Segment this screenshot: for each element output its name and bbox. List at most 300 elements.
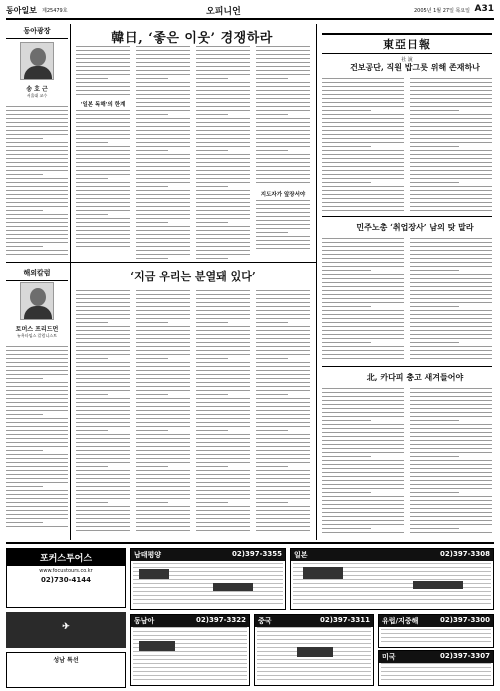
text-line (6, 394, 68, 395)
text-line (256, 382, 310, 383)
text-line (256, 306, 310, 307)
text-line (410, 210, 492, 211)
ad-phone: 02)397-3307 (440, 652, 490, 660)
text-line (6, 426, 68, 427)
text-line (322, 314, 404, 315)
text-line (196, 474, 250, 475)
text-line (410, 270, 459, 271)
text-line (196, 102, 250, 103)
text-line (410, 266, 492, 267)
text-line (322, 310, 404, 311)
text-line (256, 526, 310, 527)
text-line (410, 86, 492, 87)
text-line (76, 186, 130, 187)
text-line (136, 202, 190, 203)
text-line (76, 62, 130, 63)
text-line (196, 154, 250, 155)
text-line (256, 442, 310, 443)
text-line (322, 266, 404, 267)
text-line (196, 202, 250, 203)
text-line (256, 106, 310, 107)
text-line (6, 250, 68, 251)
text-line (410, 460, 492, 461)
text-line (196, 410, 250, 411)
text-line (196, 298, 250, 299)
text-line (196, 310, 250, 311)
text-line (76, 130, 130, 131)
text-line (322, 354, 404, 355)
text-line (136, 158, 190, 159)
text-line (196, 138, 250, 139)
text-line (136, 130, 190, 131)
text-line (6, 118, 68, 119)
text-line (322, 150, 404, 151)
text-line (6, 138, 43, 139)
text-line (6, 358, 68, 359)
text-line (6, 422, 68, 423)
text-line (322, 154, 404, 155)
text-line (196, 414, 250, 415)
text-line (256, 514, 310, 515)
text-line (256, 200, 310, 201)
text-line (76, 294, 130, 295)
text-line (136, 370, 190, 371)
text-line (256, 90, 310, 91)
ad-box (378, 614, 494, 648)
face-shape (30, 48, 46, 66)
text-line (196, 490, 250, 491)
text-line (256, 110, 310, 111)
column-heading: 해외칼럼 (6, 268, 68, 281)
text-line (196, 530, 250, 531)
text-line (256, 490, 310, 491)
text-line (322, 194, 404, 195)
text-line (256, 248, 310, 249)
author-name: 토머스 프리드먼 (15, 326, 59, 333)
text-line (76, 386, 130, 387)
text-line (6, 378, 43, 379)
text-line (322, 350, 404, 351)
text-line (136, 422, 190, 423)
text-line (136, 482, 190, 483)
ad-box-header (379, 615, 493, 627)
text-line (6, 106, 68, 107)
editorial-title: 민주노총 ‘취업장사’ 남의 탓 말라 (356, 222, 474, 232)
text-line (196, 146, 250, 147)
text-line (256, 240, 310, 241)
text-line (6, 466, 68, 467)
text-line (6, 470, 68, 471)
text-line (256, 212, 310, 213)
text-line (76, 318, 130, 319)
text-line (76, 530, 130, 531)
text-line (256, 350, 310, 351)
text-line (196, 478, 250, 479)
text-line (6, 406, 68, 407)
text-line (256, 204, 310, 205)
body-text (410, 78, 492, 214)
text-line (76, 482, 130, 483)
text-line (410, 138, 492, 139)
text-line (136, 142, 190, 143)
text-line (322, 278, 404, 279)
text-line (76, 518, 130, 519)
text-line (196, 526, 250, 527)
text-line (136, 366, 190, 367)
text-line (410, 334, 492, 335)
text-line (6, 370, 68, 371)
text-line (322, 460, 404, 461)
text-line (76, 390, 130, 391)
text-line (410, 330, 492, 331)
text-line (196, 70, 250, 71)
text-line (76, 398, 130, 399)
text-line (322, 186, 404, 187)
text-line (6, 130, 68, 131)
text-line (410, 126, 492, 127)
text-line (196, 170, 250, 171)
text-line (76, 422, 130, 423)
text-line (76, 478, 130, 479)
text-line (410, 146, 459, 147)
text-line (6, 134, 68, 135)
ad-region: 유럽/지중해 (382, 617, 419, 625)
text-line (410, 170, 492, 171)
text-line (6, 162, 68, 163)
text-line (136, 426, 190, 427)
text-line (322, 206, 404, 207)
text-line (6, 146, 68, 147)
text-line (136, 362, 190, 363)
text-line (196, 246, 250, 247)
text-line (256, 430, 288, 431)
text-line (136, 186, 168, 187)
text-line (322, 118, 404, 119)
text-line (76, 462, 130, 463)
text-line (196, 242, 250, 243)
text-line (136, 350, 190, 351)
text-line (76, 514, 130, 515)
text-line (256, 522, 310, 523)
text-line (322, 238, 404, 239)
text-line (196, 106, 250, 107)
text-line (322, 468, 404, 469)
text-line (410, 500, 492, 501)
text-line (76, 314, 130, 315)
text-line (196, 442, 250, 443)
ad-box (378, 650, 494, 686)
edition-number: 제25479호 (42, 8, 68, 14)
text-line (322, 524, 404, 525)
text-line (76, 458, 130, 459)
text-line (410, 354, 492, 355)
text-line (256, 166, 310, 167)
ad-phone: 02)397-3311 (320, 616, 370, 624)
text-line (196, 98, 250, 99)
text-line (256, 438, 310, 439)
text-line (256, 358, 288, 359)
text-line (410, 158, 492, 159)
text-line (322, 130, 404, 131)
text-line (76, 70, 130, 71)
ad-image-banner: ✈ (6, 612, 126, 648)
text-line (136, 246, 190, 247)
text-line (196, 94, 250, 95)
text-line (256, 146, 310, 147)
text-line (256, 298, 310, 299)
text-line (6, 494, 68, 495)
text-line (76, 430, 108, 431)
text-line (256, 74, 310, 75)
text-line (136, 118, 190, 119)
text-line (136, 506, 190, 507)
page-header (6, 4, 494, 20)
text-line (410, 282, 492, 283)
text-line (322, 520, 404, 521)
ad-bottom-title: 성남 특선 (53, 657, 79, 664)
text-line (136, 470, 190, 471)
text-line (6, 226, 68, 227)
text-line (410, 82, 492, 83)
text-line (76, 154, 130, 155)
text-line (410, 342, 459, 343)
text-line (6, 354, 68, 355)
text-line (322, 342, 371, 343)
text-line (196, 86, 250, 87)
text-line (322, 290, 404, 291)
text-line (256, 426, 310, 427)
text-line (76, 218, 130, 219)
text-line (256, 370, 310, 371)
text-line (136, 102, 190, 103)
text-line (410, 274, 492, 275)
text-line (76, 126, 130, 127)
text-line (410, 162, 492, 163)
text-line (196, 46, 250, 47)
body-text (322, 388, 404, 536)
text-line (6, 398, 68, 399)
text-line (256, 318, 310, 319)
text-line (6, 490, 68, 491)
text-line (322, 94, 404, 95)
text-line (76, 410, 130, 411)
text-line (76, 346, 130, 347)
text-line (410, 154, 492, 155)
text-line (410, 464, 492, 465)
text-line (322, 400, 404, 401)
text-line (322, 358, 404, 359)
face-shape (30, 288, 46, 306)
text-line (76, 338, 130, 339)
text-line (136, 502, 168, 503)
text-line (322, 440, 404, 441)
text-line (196, 230, 250, 231)
text-line (256, 138, 310, 139)
text-line (136, 58, 190, 59)
text-line (136, 254, 190, 255)
text-line (322, 166, 404, 167)
text-line (136, 210, 190, 211)
text-line (6, 174, 43, 175)
text-line (410, 238, 492, 239)
text-line (6, 222, 68, 223)
text-line (76, 494, 130, 495)
text-line (322, 114, 404, 115)
text-line (76, 330, 130, 331)
text-line (136, 334, 190, 335)
text-line (136, 178, 190, 179)
text-line (196, 358, 228, 359)
text-line (196, 54, 250, 55)
text-line (410, 480, 492, 481)
travel-agency-ad[interactable] (6, 548, 126, 608)
text-line (76, 66, 130, 67)
text-line (256, 406, 310, 407)
text-line (136, 358, 168, 359)
text-line (410, 118, 492, 119)
text-line (76, 74, 130, 75)
text-line (6, 178, 68, 179)
text-line (322, 286, 404, 287)
text-line (136, 306, 190, 307)
text-line (256, 454, 310, 455)
text-line (76, 210, 130, 211)
text-line (136, 106, 190, 107)
text-line (196, 422, 250, 423)
text-line (256, 310, 310, 311)
text-line (196, 78, 228, 79)
ad-box (130, 548, 286, 610)
text-line (410, 278, 492, 279)
text-line (136, 486, 190, 487)
column-divider (70, 24, 71, 540)
text-line (76, 454, 130, 455)
text-line (76, 206, 130, 207)
text-line (256, 458, 310, 459)
text-line (410, 472, 492, 473)
text-line (6, 218, 68, 219)
text-line (256, 98, 310, 99)
text-line (136, 442, 190, 443)
body-text (322, 78, 404, 214)
text-line (6, 366, 68, 367)
text-line (322, 388, 404, 389)
text-line (136, 446, 190, 447)
text-line (76, 170, 130, 171)
text-line (410, 246, 492, 247)
text-line (322, 262, 404, 263)
text-line (136, 322, 168, 323)
text-line (136, 394, 168, 395)
text-line (410, 392, 492, 393)
text-line (136, 298, 190, 299)
text-line (76, 58, 130, 59)
text-line (76, 50, 130, 51)
text-line (136, 522, 190, 523)
text-line (256, 478, 310, 479)
author-photo (20, 42, 54, 80)
text-line (410, 314, 492, 315)
text-line (136, 326, 190, 327)
text-line (196, 418, 250, 419)
column-overseas (6, 268, 68, 538)
text-line (136, 174, 190, 175)
editorial-label: 社 說 (401, 57, 413, 63)
text-line (410, 310, 492, 311)
text-line (136, 226, 190, 227)
text-line (410, 262, 492, 263)
text-line (6, 438, 68, 439)
text-line (410, 94, 492, 95)
body-text (410, 388, 492, 536)
text-line (6, 502, 68, 503)
text-line (196, 206, 250, 207)
text-line (256, 208, 310, 209)
text-line (322, 528, 371, 529)
text-line (196, 522, 250, 523)
text-line (322, 500, 404, 501)
divider (322, 366, 492, 367)
text-line (136, 454, 190, 455)
text-line (410, 90, 492, 91)
text-line (136, 462, 190, 463)
text-line (256, 530, 310, 531)
text-line (136, 90, 190, 91)
text-line (322, 492, 371, 493)
text-line (6, 346, 68, 347)
text-line (256, 50, 310, 51)
text-line (256, 122, 310, 123)
text-line (256, 220, 310, 221)
text-line (256, 86, 310, 87)
body-text (256, 200, 310, 252)
body-text (196, 46, 250, 262)
text-line (6, 382, 68, 383)
ad-region: 일본 (294, 551, 308, 559)
text-line (410, 350, 492, 351)
author-name: 송 호 근 (26, 86, 48, 93)
text-line (322, 436, 404, 437)
text-line (136, 166, 190, 167)
text-line (196, 114, 228, 115)
text-line (6, 454, 68, 455)
text-line (322, 146, 371, 147)
ad-url[interactable]: www.focustours.co.kr (39, 568, 93, 574)
text-line (196, 386, 250, 387)
text-line (410, 388, 492, 389)
text-line (410, 110, 459, 111)
text-line (410, 122, 492, 123)
text-line (6, 518, 68, 519)
text-line (196, 162, 250, 163)
text-line (136, 474, 190, 475)
text-line (196, 118, 250, 119)
text-line (256, 216, 310, 217)
text-line (196, 238, 250, 239)
text-line (136, 430, 168, 431)
text-line (76, 354, 130, 355)
ad-bottom-left (6, 652, 126, 688)
text-line (6, 390, 68, 391)
text-line (256, 342, 310, 343)
text-line (410, 190, 492, 191)
text-line (322, 98, 404, 99)
ad-region: 동남아 (134, 617, 155, 625)
text-line (136, 290, 190, 291)
text-line (196, 142, 250, 143)
text-line (410, 258, 492, 259)
text-line (136, 514, 190, 515)
